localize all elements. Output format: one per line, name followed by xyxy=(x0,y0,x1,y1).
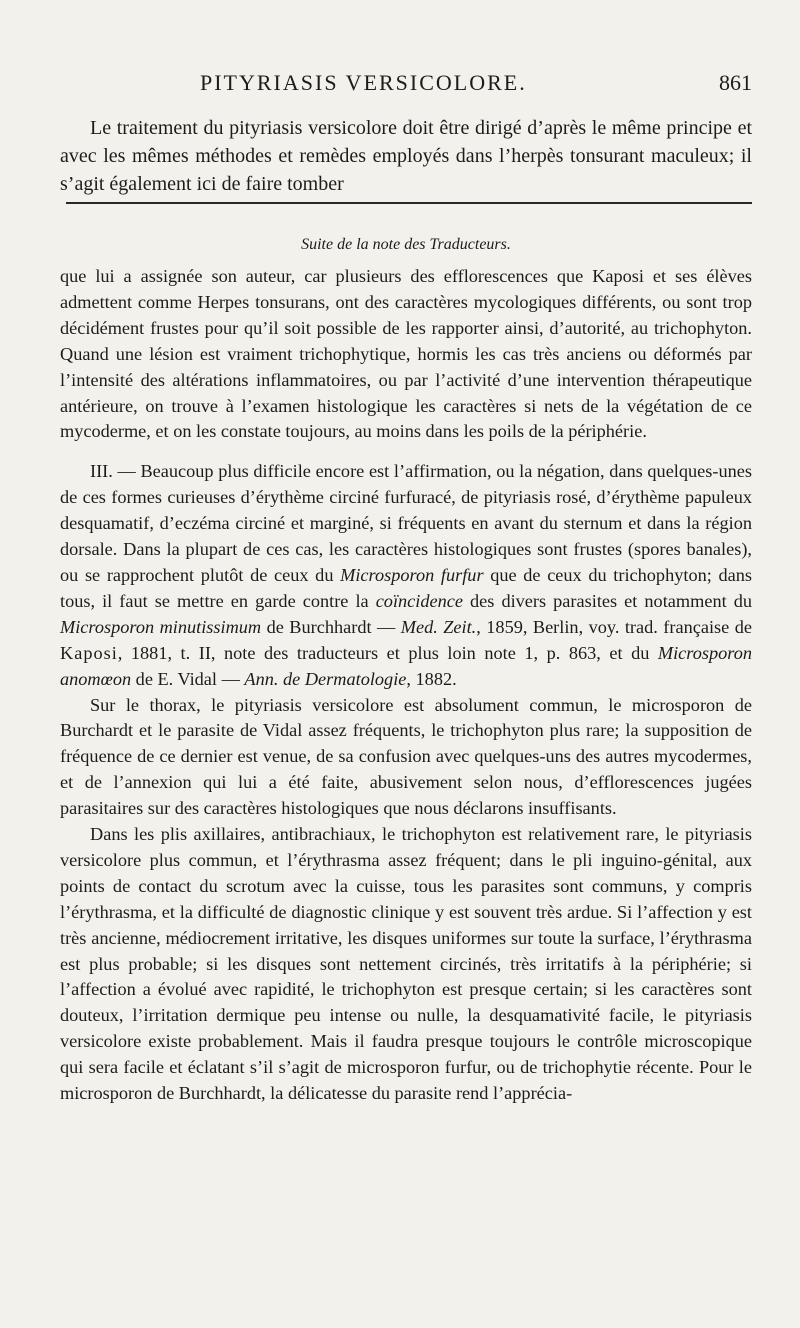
note-paragraph-4 xyxy=(60,822,752,1107)
running-title: PITYRIASIS VERSICOLORE. xyxy=(200,70,527,95)
note-p2-text-g: de E. Vidal — xyxy=(131,668,245,689)
note-p2-kaposi: Kaposi xyxy=(60,642,118,663)
note-paragraph-4-text: Dans les plis axillaires, antibrachiaux, le trichophyton est relativement rare, le pityriasis versicolore plus commun, et l’érythrasma assez fréquent; dans le pli inguino-génital, aux points de contact du scrotum avec la cuisse, tous les parasites sont communs, y compris l’érythrasma, et la difficulté de diagnostic clinique y est souvent très ardue. Si l’affection y est très ancienne, médiocrement irritative, les disques uniformes sur toute la surface, l’érythrasma est plus probable; si les disques sont nettement circinés, très irritatifs à la périphérie; si l’affection a évolué avec rapidité, le trichophyton est presque certain; si les caractères sont douteux, l’irritation dermique peu intense ou nulle, la desquamativité facile, le pityriasis versicolore existe probablement. Mais il faudra presque toujours le contrôle microscopique qui sera facile et éclatant s’il s’agit de microsporon furfur, ou de trichophytie récente. Pour le microsporon de Burchhardt, la délicatesse du parasite rend l’apprécia- xyxy=(60,824,752,1104)
note-paragraph-3-text: Sur le thorax, le pityriasis versicolore est absolument commun, le microsporon de Burchardt et le parasite de Vidal assez fréquents, le trichophyton plus rare; la supposition de fréquence de ce dernier est venue, de sa confusion avec quelques-uns des autres mycodermes, et de l’annexion qui lui a été faite, abusivement selon nous, d’efflorescences jugées parasitaires sur des caractères histologiques que nous déclarons insuffisants. xyxy=(60,694,752,819)
main-paragraph xyxy=(60,114,752,198)
note-paragraph-1-text: que lui a assignée son auteur, car plusieurs des efflorescences que Kaposi et ses élèves admettent comme Herpes tonsurans, ont des caractères mycologiques différents, ou sont trop décidément frustes pour qu’il soit possible de les rapporter ainsi, d’autorité, au trichophyton. Quand une lésion est vraiment trichophytique, hormis les cas très anciens ou déformés par l’intensité des altérations inflammatoires, ou par l’activité d’une intervention thérapeutique antérieure, on trouve à l’examen histologique les caractères si nets de la végétation de ce mycoderme, et on les constate toujours, au moins dans les poils de la périphérie. xyxy=(60,266,752,442)
note-paragraph-3 xyxy=(60,693,752,823)
note-p2-italic-5: Microsporon anomœon xyxy=(60,642,752,689)
note-paragraph-1 xyxy=(60,264,752,445)
page-number: 861 xyxy=(719,70,752,95)
note-p2-italic-4: Med. Zeit. xyxy=(400,616,477,637)
note-p2-text-a: III. — Beaucoup plus difficile encore est l’affirmation, ou la négation, dans quelques-unes de ces formes curieuses d’érythème circiné furfuracé, de pityriasis rosé, d’érythème papuleux desquamatif, d’eczéma circiné et marginé, si fréquents en avant du sternum et dans la région dorsale. Dans la plupart de ces cas, les caractères histologiques sont frustes (spores banales), ou se rapprochent plutôt de ceux du xyxy=(60,461,752,585)
note-p2-text-h: , 1882. xyxy=(406,668,457,689)
footnote-divider xyxy=(66,202,752,204)
note-p2-text-c: des divers parasites et notamment du xyxy=(462,590,752,611)
note-p2-text-b: que de ceux du trichophyton; dans tous, il faut se mettre en garde contre la xyxy=(60,564,752,611)
main-paragraph-text: Le traitement du pityriasis versicolore doit être dirigé d’après le même principe et avec les mêmes méthodes et remèdes employés dans l’herpès tonsurant maculeux; il s’agit également ici de faire tomber xyxy=(60,117,752,195)
note-p2-italic-1: Microsporon furfur xyxy=(340,564,484,585)
translators-note xyxy=(60,264,752,1107)
note-p2-text-d: de Burchhardt — xyxy=(261,616,401,637)
note-p2-italic-6: Ann. de Dermatologie xyxy=(244,668,407,689)
page-header xyxy=(60,70,752,100)
note-p2-text-f: , 1881, t. II, note des traducteurs et plus loin note 1, p. 863, et du xyxy=(117,642,658,663)
note-p2-text-e: , 1859, Berlin, voy. trad. française de xyxy=(476,616,752,637)
note-p2-italic-2: coïncidence xyxy=(375,590,463,611)
note-paragraph-2 xyxy=(60,459,752,692)
note-heading: Suite de la note des Traducteurs. xyxy=(301,236,511,253)
note-p2-italic-3: Microsporon minutissimum xyxy=(60,616,262,637)
